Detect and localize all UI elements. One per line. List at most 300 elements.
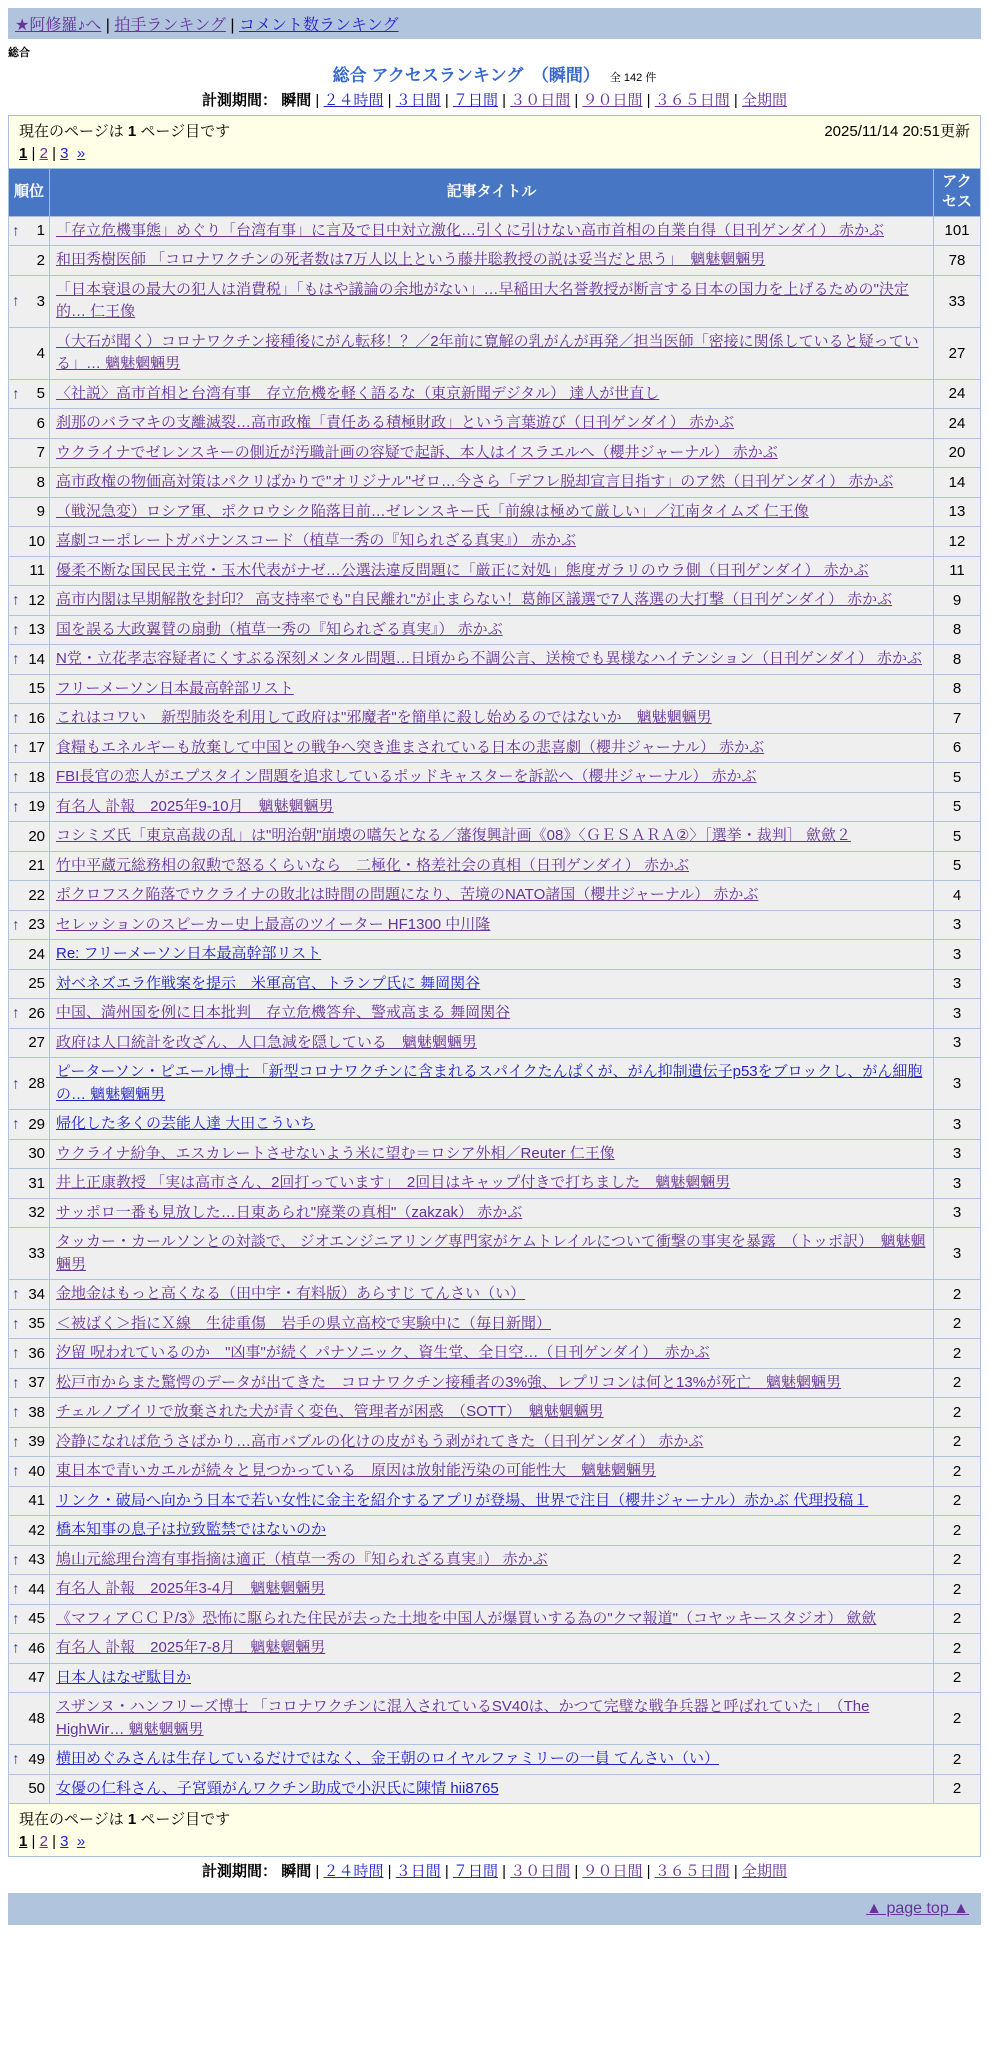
rank-cell [9,1339,50,1369]
access-count-cell: 2 [934,1745,981,1775]
rank-up-arrow-icon: ↑ [12,916,20,934]
article-link[interactable]: セレッションのスピーカー史上最高のツイーター HF1300 中川隆 [56,915,491,933]
period-option-link[interactable]: ３０日間 [510,1863,571,1880]
access-count-cell: 20 [934,438,981,468]
rank-cell [9,1110,50,1140]
article-link[interactable]: （大石が聞く）コロナワクチン接種後にがん転移！？／2年前に寛解の乳がんが再発／担当医師「密接に関係していると疑っている」… 魑魅魍魎男 [56,332,919,372]
rank-cell [9,822,50,852]
table-row [9,1110,981,1140]
rank-cell [9,1309,50,1339]
page-top-bar [8,1893,981,1925]
access-count-cell: 14 [934,468,981,498]
article-link[interactable]: 日本人はなぜ駄目か [56,1668,192,1686]
pagination-page-link[interactable]: 3 [60,1833,69,1850]
access-count-cell: 2 [934,1398,981,1428]
table-row [9,497,981,527]
access-count-cell: 78 [934,246,981,276]
access-count-cell: 24 [934,379,981,409]
table-row [9,246,981,276]
article-link[interactable]: 喜劇コーポレートガバナンスコード（植草一秀の『知られざる真実』） 赤かぶ [56,532,577,549]
separator: | [440,1863,453,1880]
article-link[interactable]: 汐留 呪われているのか "凶事"が続く パナソニック、資生堂、全日空…（日刊ゲンダイ） 赤かぶ [56,1344,710,1361]
access-count-cell: 6 [934,733,981,763]
rank-up-arrow-icon: ↑ [12,1610,20,1628]
article-link[interactable]: FBI長官の恋人がエプスタイン問題を追求しているポッドキャスターを訴訟へ（櫻井ジャーナル） 赤かぶ [56,768,757,785]
article-link[interactable]: 高市政権の物価高対策はパクリばかりで"オリジナル"ゼロ…今さら「デフレ脱却宣言目指す」のア然（日刊ゲンダイ） 赤かぶ [56,473,894,490]
pagination-current-page[interactable]: 1 [19,1833,28,1850]
article-title-cell [50,1169,934,1199]
table-row [9,999,981,1029]
period-nav-bottom [8,1860,981,1881]
table-row [9,1575,981,1605]
rank-cell [9,1634,50,1664]
article-title-cell [50,1545,934,1575]
table-row [9,1339,981,1369]
article-title-cell [50,468,934,498]
access-count-cell: 2 [934,1575,981,1605]
period-current: 瞬間 [281,1863,312,1880]
article-title-cell [50,275,934,327]
rank-number: 34 [28,1285,45,1303]
article-title-cell [50,1309,934,1339]
article-link[interactable]: 「存立危機事態」めぐり「台湾有事」に言及で日中対立激化…引くに引けない高市首相の自業自得（日刊ゲンダイ） 赤かぶ [56,221,884,239]
table-row [9,1398,981,1428]
table-row [9,1198,981,1228]
rank-cell [9,1139,50,1169]
table-row [9,1663,981,1693]
article-title-cell [50,1427,934,1457]
access-count-cell: 2 [934,1545,981,1575]
rank-number: 4 [36,344,45,362]
rank-cell [9,1745,50,1775]
article-title-cell [50,216,934,246]
separator: | [642,92,655,109]
separator: | [101,17,115,34]
period-current: 瞬間 [281,92,312,109]
rank-up-arrow-icon: ↑ [12,768,20,786]
article-title-cell [50,1398,934,1428]
article-link[interactable]: 橋本知事の息子は拉致監禁ではないのか [56,1521,327,1538]
rank-up-arrow-icon: ↑ [12,1580,20,1598]
article-title-cell [50,851,934,881]
access-count-cell: 2 [934,1427,981,1457]
period-nav-label: 計測期間： [202,1863,282,1880]
article-link[interactable]: 松戸市からまた驚愕のデータが出てきた コロナワクチン接種者の3%強、レプリコンは何と13%が死亡 魑魅魍魎男 [56,1373,842,1391]
article-title-cell [50,615,934,645]
rank-up-arrow-icon: ↑ [12,650,20,668]
article-title-cell [50,556,934,586]
separator: | [642,1863,655,1880]
rank-up-arrow-icon: ↑ [12,591,20,609]
rank-number: 31 [28,1174,45,1192]
rank-number: 29 [28,1115,45,1133]
rank-number: 19 [28,798,45,816]
rank-cell [9,969,50,999]
rank-cell [9,674,50,704]
period-nav-label: 計測期間： [202,92,282,109]
updated-timestamp: 2025/11/14 20:51更新 [824,123,970,140]
article-link[interactable]: 《マフィアＣＣＰ/3》恐怖に駆られた住民が去った土地を中国人が爆買いする為の"クマ報道"（コヤッキースタジオ） 歛歛 [56,1609,877,1627]
rank-cell [9,216,50,246]
table-row [9,969,981,999]
access-count-cell: 3 [934,1110,981,1140]
access-count-cell: 8 [934,645,981,675]
rank-number: 13 [28,621,45,639]
article-link[interactable]: 〈社説〉高市首相と台湾有事 存立危機を軽く語るな（東京新聞デジタル） 達人が世直し [56,384,660,402]
table-row [9,1280,981,1310]
separator: | [311,92,324,109]
rank-number: 40 [28,1462,45,1480]
rank-cell [9,1663,50,1693]
article-link[interactable]: 金地金はもっと高くなる（田中宇・有料版）あらすじ てんさい（い） [56,1285,526,1302]
access-count-cell: 27 [934,327,981,379]
article-title-cell [50,409,934,439]
rank-number: 28 [28,1075,45,1092]
period-option-link[interactable]: ７日間 [452,92,498,109]
rank-cell [9,246,50,276]
separator: | [311,1863,324,1880]
table-row [9,1516,981,1546]
access-count-cell: 3 [934,910,981,940]
top-nav-link[interactable]: ★阿修羅♪へ [15,17,102,34]
rank-number: 12 [28,591,45,609]
article-link[interactable]: 横田めぐみさんは生存しているだけではなく、金王朝のロイヤルファミリーの一員 てんさい（い） [56,1750,719,1767]
period-option-link[interactable]: ３６５日間 [654,1863,730,1880]
rank-cell [9,1486,50,1516]
period-option-link[interactable]: ２４時間 [323,92,384,109]
article-link[interactable]: 冷静になれば危うさばかり…高市バブルの化けの皮がもう剥がれてきた（日刊ゲンダイ） 赤かぶ [56,1432,704,1450]
rank-up-arrow-icon: ↑ [12,1433,20,1451]
article-link[interactable]: 女優の仁科さん、子宮頸がんワクチン助成で小沢氏に陳情 hii8765 [56,1779,499,1797]
rank-cell [9,733,50,763]
article-title-cell [50,1457,934,1487]
separator: | [440,92,453,109]
rank-number: 30 [28,1145,45,1163]
current-page-info [19,120,230,141]
rank-number: 35 [28,1315,45,1333]
access-count-cell: 2 [934,1280,981,1310]
rank-number: 6 [36,414,45,432]
pagination-current-page[interactable]: 1 [19,145,28,162]
period-option-link[interactable]: ３０日間 [510,92,571,109]
rank-cell [9,1516,50,1546]
rank-cell [9,1228,50,1280]
article-link[interactable]: 中国、満州国を例に日本批判 存立危機答弁、警戒高まる 舞岡関谷 [56,1004,511,1021]
rank-cell [9,792,50,822]
rank-cell [9,438,50,468]
page-info-number: 1 [127,1811,137,1828]
article-link[interactable]: ウクライナでゼレンスキーの側近が汚職計画の容疑で起訴、本人はイスラエルへ（櫻井ジャーナル） 赤かぶ [56,443,778,461]
article-link[interactable]: 食糧もエネルギーも放棄して中国との戦争へ突き進まされている日本の悲喜劇（櫻井ジャーナル） 赤かぶ [56,738,765,756]
rank-cell [9,1028,50,1058]
article-link[interactable]: これはコワい 新型肺炎を利用して政府は"邪魔者"を簡単に殺し始めるのではないか 魑魅魍魎男 [56,709,712,726]
access-count-cell: 2 [934,1368,981,1398]
article-link[interactable]: 井上正康教授 「実は高市さん、2回打っています」 2回目はキャップ付きで打ちました 魑魅魍魎男 [56,1174,731,1191]
article-link[interactable]: 和田秀樹医師 「コロナワクチンの死者数は7万人以上という藤井聡教授の説は妥当だと思う」 魑魅魍魎男 [56,251,766,268]
separator: | [729,92,742,109]
article-link[interactable]: 国を誤る大政翼賛の扇動（植草一秀の『知られざる真実』） 赤かぶ [56,620,503,638]
separator: | [47,145,61,162]
article-link[interactable]: ウクライナ紛争、エスカレートさせないよう米に望む＝ロシア外相／Reuter 仁王像 [56,1144,615,1162]
rank-cell [9,851,50,881]
article-title-cell [50,940,934,970]
rank-up-arrow-icon: ↑ [12,1403,20,1421]
article-title-cell [50,969,934,999]
rank-cell [9,379,50,409]
rank-cell [9,1169,50,1199]
article-title-cell [50,1516,934,1546]
article-title-cell [50,910,934,940]
article-title-cell [50,1028,934,1058]
article-title-cell [50,1634,934,1664]
table-top-info-row [9,116,981,169]
pagination-page-link[interactable]: 3 [60,145,69,162]
table-row [9,1309,981,1339]
article-link[interactable]: N党・立花孝志容疑者にくすぶる深刻メンタル問題…日頃から不調公言、送検でも異様なハイテンション（日刊ゲンダイ） 赤かぶ [56,650,923,667]
article-title-cell [50,1575,934,1605]
table-row [9,1058,981,1110]
access-count-cell: 5 [934,851,981,881]
article-link[interactable]: ポクロフスク陥落でウクライナの敗北は時間の問題になり、苦境のNATO諸国（櫻井ジャーナル） 赤かぶ [56,886,759,903]
rank-up-arrow-icon: ↑ [12,621,20,639]
rank-cell [9,615,50,645]
table-row [9,881,981,911]
article-link[interactable]: タッカー・カールソンとの対談で、 ジオエンジニアリング専門家がケムトレイルについて衝撃の事実を暴露 （トッポ訳） 魑魅魍魎男 [56,1233,926,1273]
rank-number: 8 [36,473,45,491]
article-link[interactable]: 帰化した多くの芸能人達 大田こういち [56,1115,316,1132]
article-link[interactable]: 有名人 訃報 2025年9-10月 魑魅魍魎男 [56,797,334,815]
article-title-cell [50,379,934,409]
separator: | [570,1863,583,1880]
article-title-cell [50,1745,934,1775]
separator: | [225,17,239,34]
period-option-link[interactable]: ３６５日間 [654,92,730,109]
table-row [9,1028,981,1058]
access-count-cell: 2 [934,1604,981,1634]
rank-cell [9,1693,50,1745]
table-row [9,1228,981,1280]
article-link[interactable]: 刹那のバラマキの支離滅裂…高市政権「責任ある積極財政」という言葉遊び（日刊ゲンダイ） 赤かぶ [56,414,734,431]
rank-number: 39 [28,1433,45,1451]
article-link[interactable]: 対ベネズエラ作戦案を提示 米軍高官、トランプ氏に 舞岡関谷 [56,974,481,992]
rank-up-arrow-icon: ↑ [12,1551,20,1569]
rank-cell [9,940,50,970]
article-title-cell [50,1058,934,1110]
pagination-page-link[interactable]: 2 [39,1833,48,1850]
table-row [9,822,981,852]
article-link[interactable]: 鳩山元総理台湾有事指摘は適正（植草一秀の『知られざる真実』） 赤かぶ [56,1550,548,1568]
rank-number: 41 [28,1492,45,1510]
pagination-bottom [19,1833,970,1850]
access-count-cell: 101 [934,216,981,246]
article-link[interactable]: 有名人 訃報 2025年7-8月 魑魅魍魎男 [56,1639,326,1656]
pagination-page-link[interactable]: 2 [39,145,48,162]
table-row [9,1604,981,1634]
rank-cell [9,881,50,911]
article-link[interactable]: チェルノブイリで放棄された犬が青く変色、管理者が困惑 （SOTT） 魑魅魍魎男 [56,1403,604,1420]
article-link[interactable]: サッポロ一番も見放した…日東あられ"廃業の真相"（zakzak） 赤かぶ [56,1203,523,1221]
page-info-prefix: 現在のページは [19,1811,128,1828]
rank-number: 23 [28,916,45,934]
rank-cell [9,704,50,734]
period-option-link[interactable]: ９０日間 [582,92,643,109]
rank-number: 9 [36,503,45,521]
rank-up-arrow-icon: ↑ [12,222,20,240]
period-option-link[interactable]: ９０日間 [582,1863,643,1880]
rank-number: 7 [36,444,45,462]
article-link[interactable]: 竹中平蔵元総務相の叙勲で怒るくらいなら 二極化・格差社会の真相（日刊ゲンダイ） 赤かぶ [56,856,689,874]
access-count-cell: 3 [934,1028,981,1058]
pagination-next-link[interactable]: » [76,145,86,162]
access-count-cell: 3 [934,1058,981,1110]
access-count-cell: 2 [934,1486,981,1516]
table-row [9,1169,981,1199]
access-count-cell: 3 [934,1228,981,1280]
table-row [9,1745,981,1775]
article-title-cell [50,497,934,527]
rank-number: 26 [28,1004,45,1022]
article-link[interactable]: Re: フリーメーソン日本最高幹部リスト [56,945,322,962]
access-count-cell: 2 [934,1693,981,1745]
period-option-link[interactable]: ７日間 [452,1863,498,1880]
table-row [9,1693,981,1745]
article-title-cell [50,674,934,704]
rank-cell [9,910,50,940]
article-link[interactable]: リンク・破局へ向かう日本で若い女性に金主を紹介するアプリが登場、世界で注目（櫻井ジャーナル）赤かぶ 代理投稿１ [56,1491,869,1509]
pagination-next-link[interactable]: » [76,1833,86,1850]
access-count-cell: 3 [934,999,981,1029]
access-count-cell: 2 [934,1663,981,1693]
article-title-cell [50,1486,934,1516]
access-count-cell: 4 [934,881,981,911]
access-count-cell: 24 [934,409,981,439]
article-title-cell [50,1280,934,1310]
article-title-cell [50,1139,934,1169]
access-count-cell: 2 [934,1634,981,1664]
rank-number: 20 [28,827,45,845]
article-title-cell [50,1228,934,1280]
article-link[interactable]: スザンヌ・ハンフリーズ博士 「コロナワクチンに混入されているSV40は、かつて完璧な戦争兵器と呼ばれていた」 （The HighWir… 魑魅魍魎男 [56,1698,870,1738]
footer-space [8,1925,981,1949]
period-option-link[interactable]: 全期間 [741,92,787,109]
separator: | [383,1863,396,1880]
page-info-suffix: ページ目です [136,1811,231,1828]
rank-cell [9,527,50,557]
table-row [9,615,981,645]
access-count-cell: 3 [934,1139,981,1169]
article-link[interactable]: 優柔不断な国民民主党・玉木代表がナゼ…公選法違反問題に「厳正に対処」態度ガラリのウラ側（日刊ゲンダイ） 赤かぶ [56,561,869,579]
table-row [9,1486,981,1516]
period-option-link[interactable]: ３日間 [395,1863,441,1880]
separator: | [497,92,511,109]
rank-number: 36 [28,1344,45,1362]
rank-up-arrow-icon: ↑ [12,709,20,727]
rank-number: 42 [28,1521,45,1539]
article-title-cell [50,733,934,763]
page-title-line [8,61,981,86]
article-title-cell [50,704,934,734]
article-link[interactable]: コシミズ氏「東京高裁の乱」は"明治朝"崩壊の嚆矢となる／藩復興計画《08》〈ＧＥＳＡＲＡ②〉［選挙・裁判］ 歛歛２ [56,827,851,844]
article-title-cell [50,586,934,616]
rank-cell [9,1198,50,1228]
rank-number: 45 [28,1610,45,1628]
rank-number: 33 [28,1245,45,1262]
period-option-link[interactable]: 全期間 [741,1863,787,1880]
article-link[interactable]: 「日本衰退の最大の犯人は消費税」「もはや議論の余地がない」…早稲田大名誉教授が断言する日本の国力を上げるための"決定的… 仁王像 [56,280,909,320]
access-count-cell: 11 [934,556,981,586]
rank-number: 10 [28,532,45,550]
table-row [9,379,981,409]
rank-cell [9,999,50,1029]
article-title-cell [50,1604,934,1634]
rank-cell [9,497,50,527]
rank-up-arrow-icon: ↑ [12,1285,20,1303]
period-option-link[interactable]: ２４時間 [323,1863,384,1880]
rank-up-arrow-icon: ↑ [12,1750,20,1768]
article-link[interactable]: 有名人 訃報 2025年3-4月 魑魅魍魎男 [56,1580,326,1597]
table-row [9,674,981,704]
rank-cell [9,1774,50,1804]
category-label: 総合 [8,47,30,59]
rank-up-arrow-icon: ↑ [12,1315,20,1333]
separator: | [27,1833,40,1850]
rank-cell [9,556,50,586]
rank-cell [9,645,50,675]
article-title-cell [50,1663,934,1693]
article-link[interactable]: 政府は人口統計を改ざん、人口急減を隠している 魑魅魍魎男 [56,1033,477,1051]
article-link[interactable]: ＜被ばく＞指にＸ線 生徒重傷 岩手の県立高校で実験中に（毎日新聞） [56,1314,552,1332]
rank-number: 21 [28,857,45,875]
rank-cell [9,1457,50,1487]
table-bottom-info-row [9,1804,981,1857]
page-top-link[interactable]: ▲ page top ▲ [866,1900,969,1917]
rank-up-arrow-icon: ↑ [12,1344,20,1362]
rank-number: 11 [29,562,45,580]
article-link[interactable]: ピーターソン・ピエール博士 「新型コロナワクチンに含まれるスパイクたんぱくが、がん抑制遺伝子p53をブロックし、がん細胞の… 魑魅魍魎男 [56,1063,923,1103]
article-title-cell [50,1368,934,1398]
separator: | [570,92,583,109]
table-row [9,1139,981,1169]
rank-cell [9,1575,50,1605]
article-link[interactable]: 東日本で青いカエルが続々と見つかっている 原因は放射能汚染の可能性大 魑魅魍魎男 [56,1462,657,1479]
access-count-cell: 33 [934,275,981,327]
top-nav-link[interactable]: 拍手ランキング [114,17,226,34]
rank-number: 15 [28,680,45,698]
article-title-cell [50,327,934,379]
top-nav-link[interactable]: コメント数ランキング [238,17,399,34]
total-count: 全 142 件 [609,72,657,84]
article-link[interactable]: （戦況急変）ロシア軍、ポクロウシク陥落目前…ゼレンスキー氏「前線は極めて厳しい」／江南タイムズ 仁王像 [56,502,809,520]
article-title-cell [50,645,934,675]
rank-number: 1 [36,222,45,240]
article-link[interactable]: 高市内閣は早期解散を封印？ 高支持率でも"自民離れ"が止まらない！葛飾区議選で7人落選の大打撃（日刊ゲンダイ） 赤かぶ [56,591,893,608]
rank-cell [9,1280,50,1310]
page-info-number: 1 [127,123,137,140]
article-link[interactable]: フリーメーソン日本最高幹部リスト [56,679,294,697]
table-row [9,1427,981,1457]
rank-up-arrow-icon: ↑ [12,1374,20,1392]
col-header-rank: 順位 [9,169,50,217]
rank-up-arrow-icon: ↑ [12,1004,20,1022]
separator: | [47,1833,61,1850]
rank-number: 38 [28,1403,45,1421]
access-count-cell: 9 [934,586,981,616]
period-option-link[interactable]: ３日間 [395,92,441,109]
separator: | [729,1863,742,1880]
access-count-cell: 2 [934,1309,981,1339]
rank-number: 50 [28,1780,45,1798]
rank-number: 14 [28,650,45,668]
